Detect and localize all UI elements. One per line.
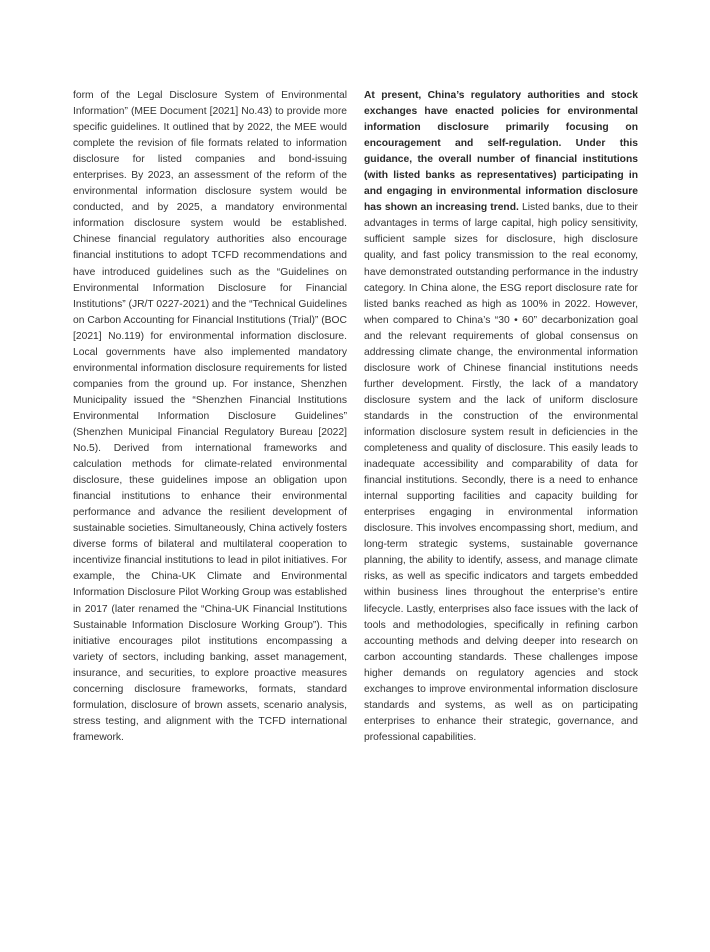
bold-lead-text: At present, China’s regulatory authorities and stock exchanges have enacted policies for environmental information disclosure primarily focusing on encouragement and self-regulation. Under this guidance, the overall number of financial institutions (with listed banks as representatives) participating in and engaging in environmental information disclosure has shown an increasing trend. bbox=[364, 90, 638, 214]
left-column-paragraph: form of the Legal Disclosure System of Environmental Information” (MEE Document [2021] No.43) to provide more specific guidelines. It outlined that by 2022, the MEE would complete the revision of file formats related to information disclosure for listed companies and bond-issuing enterprises. By 2023, an assessment of the reform of the environmental information disclosure system would be conducted, and by 2025, a mandatory environmental information disclosure system would be established. Chinese financial regulatory authorities also encourage financial institutions to adopt TCFD recommendations and have introduced guidelines such as the “Guidelines on Environmental Information Disclosure for Financial Institutions” (JR/T 0227-2021) and the “Technical Guidelines on Carbon Accounting for Financial Institutions (Trial)” (BOC [2021] No.119) for environmental information disclosure. Local governments have also implemented mandatory environmental information disclosure requirements for listed companies from the ground up. For instance, Shenzhen Municipality issued the “Shenzhen Financial Institutions Environmental Information Disclosure Guidelines” (Shenzhen Municipal Financial Regulatory Bureau [2022] No.5). Derived from international frameworks and calculation methods for climate-related environmental disclosure, these guidelines impose an obligation upon financial institutions to enhance their environmental performance and advance the resilient development of sustainable societies. Simultaneously, China actively fosters diverse forms of bilateral and multilateral cooperation to incentivize financial institutions to lead in pilot initiatives. For example, the China-UK Climate and Environmental Information Disclosure Pilot Working Group was established in 2017 (later renamed the “China-UK Financial Institutions Sustainable Information Disclosure Working Group”). This initiative encourages pilot institutions encompassing a variety of sectors, including banking, asset management, insurance, and securities, to explore proactive measures concerning disclosure frameworks, formats, standard formulation, disclosure of brown assets, scenario analysis, stress testing, and alignment with the TCFD international framework. bbox=[73, 90, 347, 743]
left-column bbox=[73, 88, 347, 746]
right-column bbox=[364, 88, 638, 746]
right-column-body-text: Listed banks, due to their advantages in terms of large capital, high policy sensitivity, sufficient sample sizes for disclosure, high disclosure quality, and fast policy transmission to the real economy, have demonstrated outstanding performance in the industry category. In China alone, the ESG report disclosure rate for listed banks reached as high as 100% in 2022. However, when compared to China’s “30 • 60” decarbonization goal and the relevant requirements of global consensus on addressing climate change, the environmental information disclosure work of Chinese financial institutions needs further development. Firstly, the lack of a mandatory disclosure system and the lack of uniform disclosure standards in the construction of the environmental information disclosure system result in deficiencies in the completeness and quality of disclosure. This easily leads to inadequate accessibility and comparability of data for financial institutions. Secondly, there is a need to enhance internal supporting facilities and capacity building for enterprises engaging in environmental information disclosure. This involves encompassing short, medium, and long-term strategic systems, sustainable governance planning, the ability to identify, assess, and manage climate risks, as well as specific indicators and targets embedded within business lines throughout the enterprise’s entire lifecycle. Lastly, enterprises also face issues with the lack of tools and methodologies, specifically in refining carbon accounting methods and delving deeper into research on carbon accounting standards. These challenges impose higher demands on regulatory agencies and stock exchanges to improve environmental information disclosure standards and systems, as well as on participating enterprises to enhance their strategic, governance, and professional capabilities. bbox=[364, 202, 638, 743]
right-column-paragraph bbox=[364, 88, 638, 746]
